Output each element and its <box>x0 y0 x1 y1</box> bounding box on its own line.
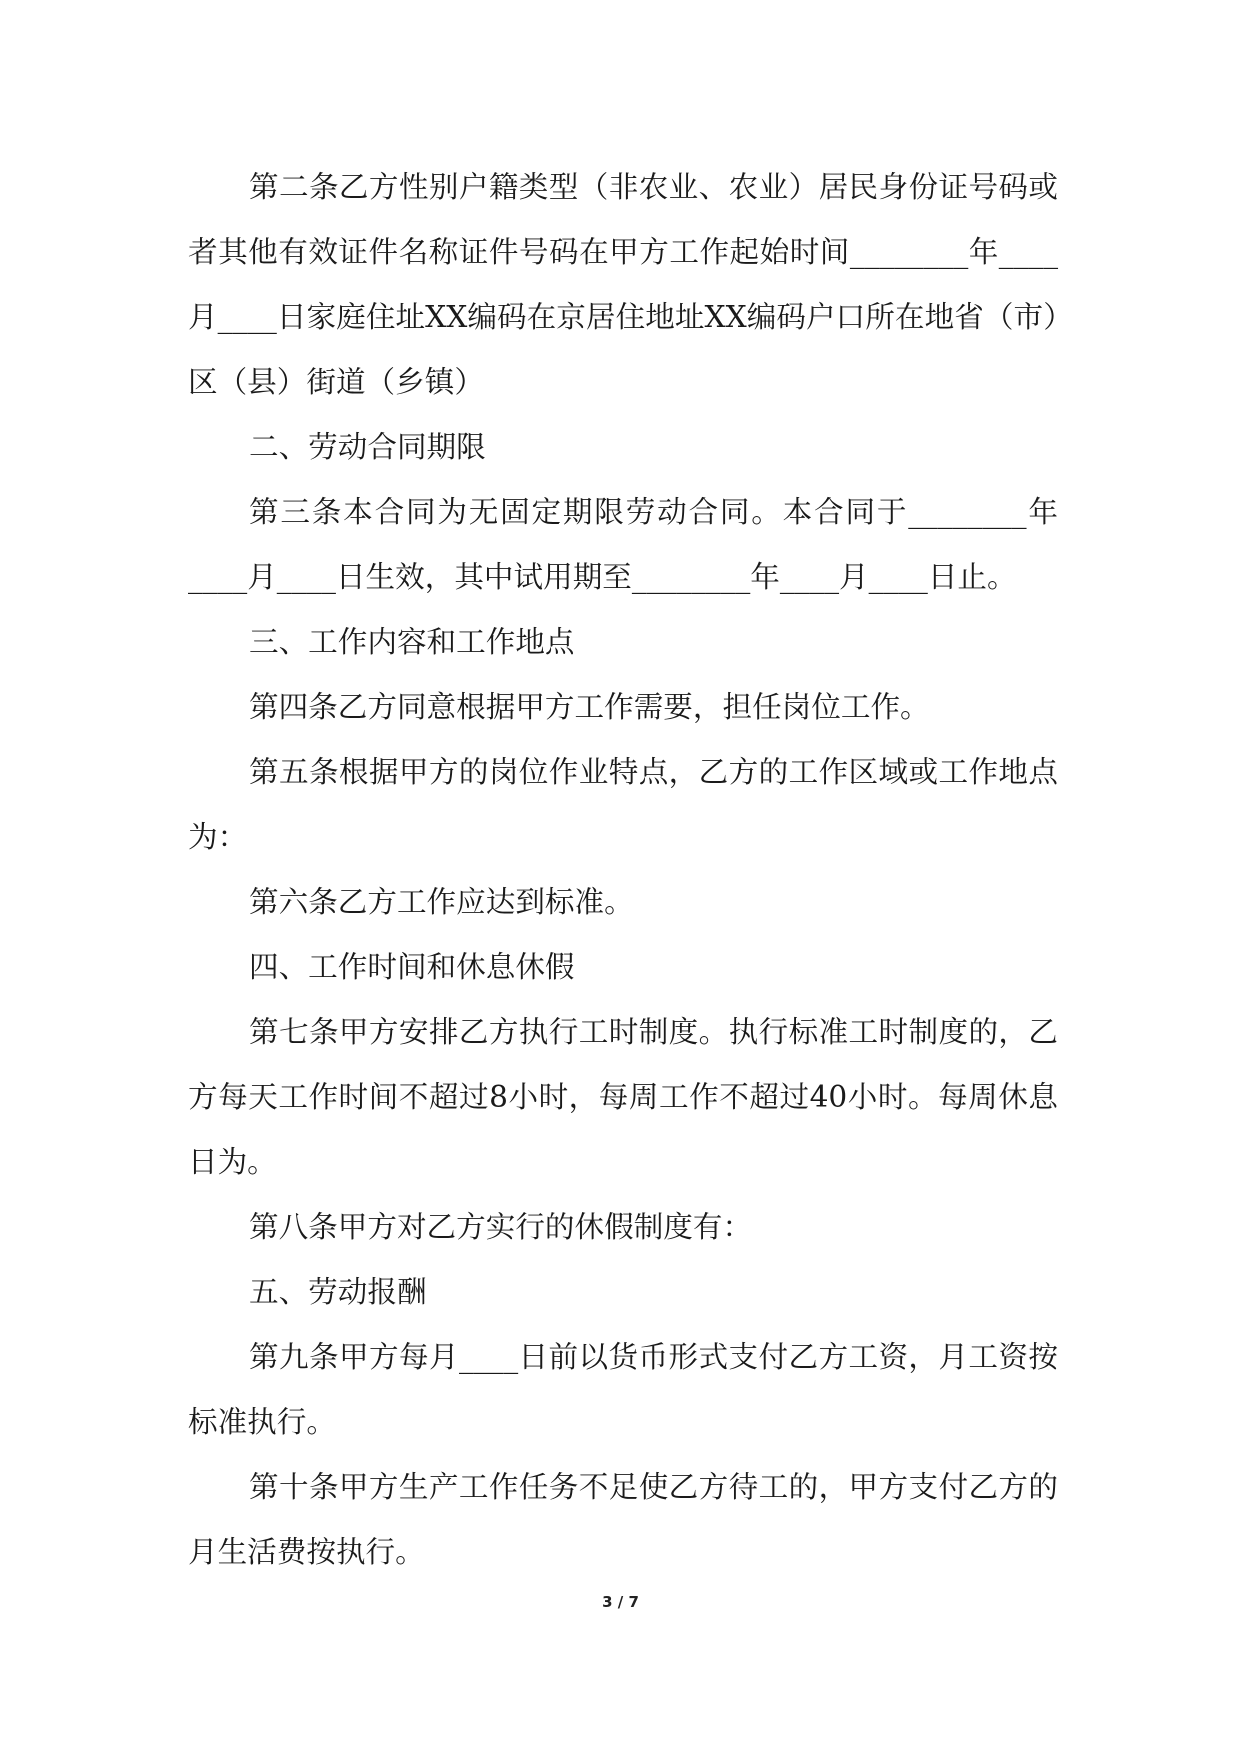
section-heading-work-hours: 四、工作时间和休息休假 <box>249 950 575 984</box>
paragraph-article-7: 第七条甲方安排乙方执行工时制度。执行标准工时制度的，乙方每天工作时间不超过8小时，每周工作不超过40小时。每周休息日为。 <box>188 1015 1058 1179</box>
paragraph-article-8: 第八条甲方对乙方实行的休假制度有： <box>249 1210 753 1244</box>
document-body <box>188 155 1058 1585</box>
paragraph-article-9: 第九条甲方每月____日前以货币形式支付乙方工资，月工资按标准执行。 <box>188 1340 1058 1439</box>
paragraph-article-6: 第六条乙方工作应达到标准。 <box>249 885 634 919</box>
section-heading-contract-term: 二、劳动合同期限 <box>249 430 486 464</box>
section-heading-remuneration: 五、劳动报酬 <box>249 1275 427 1309</box>
paragraph-article-5: 第五条根据甲方的岗位作业特点，乙方的工作区域或工作地点为： <box>188 755 1058 854</box>
page-number: 3 / 7 <box>602 1593 639 1611</box>
paragraph-article-2: 第二条乙方性别户籍类型（非农业、农业）居民身份证号码或者其他有效证件名称证件号码在甲方工作起始时间________年____月____日家庭住址XX编码在京居住地址XX编码户口所在地省（市）区（县）街道（乡镇） <box>188 170 1058 399</box>
paragraph-article-10: 第十条甲方生产工作任务不足使乙方待工的，甲方支付乙方的月生活费按执行。 <box>188 1470 1058 1569</box>
section-heading-work-content: 三、工作内容和工作地点 <box>249 625 575 659</box>
paragraph-article-3: 第三条本合同为无固定期限劳动合同。本合同于________年____月____日生效，其中试用期至________年____月____日止。 <box>188 495 1058 594</box>
paragraph-article-4: 第四条乙方同意根据甲方工作需要，担任岗位工作。 <box>249 690 930 724</box>
